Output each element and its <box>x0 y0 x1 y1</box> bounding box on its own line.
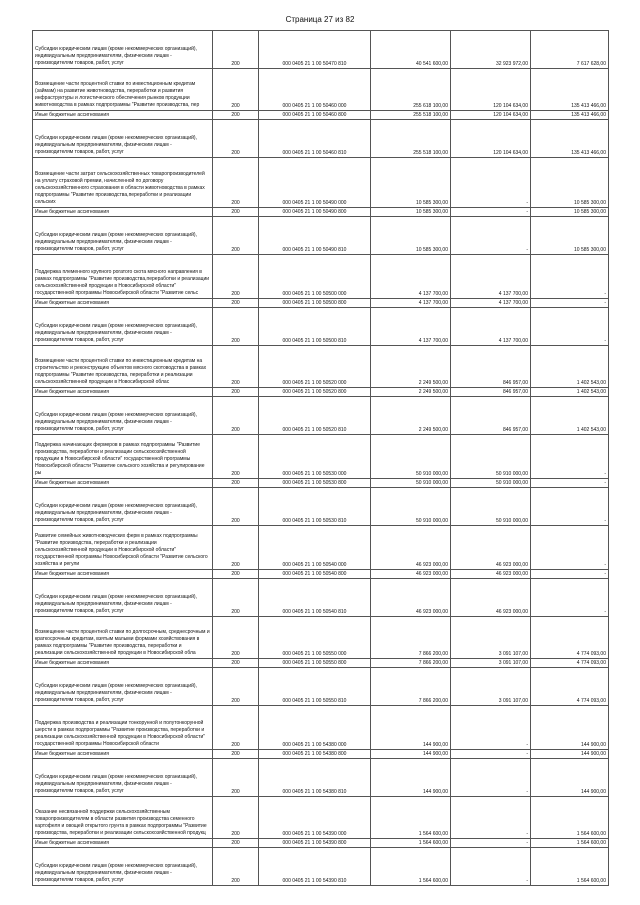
row-line-code: 200 <box>213 526 259 570</box>
row-description: Субсидии юридическим лицам (кроме некоммерческих организаций), индивидуальным предпринимателям, физическим лицам - производителям товаров, работ, услуг <box>33 488 213 526</box>
row-executed-amount: 50 910 000,00 <box>451 435 531 479</box>
row-description: Возмещение части затрат сельскохозяйственных товаропроизводителей на уплату страховой премии, начисленной по договору сельскохозяйственного страхования в области животноводства в рамках подпрограммы "Развитие производства,переработки и реализации сельских <box>33 158 213 208</box>
row-approved-amount: 255 618 100,00 <box>371 69 451 111</box>
row-classification-code: 000 0405 21 1 00 50490 800 <box>259 208 371 217</box>
row-description: Возмещение части процентной ставки по долгосрочным, среднесрочным и краткосрочным кредитам, взятым малыми формами хозяйствования в рамках подпрограммы "Развитие производства, переработки и реализации сельскохозяйственной продукции в Новосибирской обла <box>33 617 213 659</box>
row-approved-amount: 1 564 600,00 <box>371 848 451 886</box>
row-line-code: 200 <box>213 308 259 346</box>
table-row <box>33 158 609 208</box>
row-unexecuted-amount: - <box>531 255 609 299</box>
row-description: Поддержка начинающих фермеров в рамках подпрограммы "Развитие производства, переработки и реализации сельскохозяйственной продукции в Новосибирской области" государственной программы Новосибирской области "Развитие сельского хозяйства и регулирование ры <box>33 435 213 479</box>
row-description: Субсидии юридическим лицам (кроме некоммерческих организаций), индивидуальным предпринимателям, физическим лицам - производителям товаров, работ, услуг <box>33 759 213 797</box>
row-line-code: 200 <box>213 69 259 111</box>
page-number-header: Страница 27 из 82 <box>285 15 355 24</box>
row-executed-amount: 4 137 700,00 <box>451 308 531 346</box>
table-row <box>33 488 609 526</box>
row-classification-code: 000 0405 21 1 00 50520 000 <box>259 346 371 388</box>
row-approved-amount: 2 249 500,00 <box>371 397 451 435</box>
row-executed-amount: - <box>451 706 531 750</box>
row-description: Оказание несвязанной поддержки сельскохозяйственным товаропроизводителям в области развития производства семенного картофеля и овощей открытого грунта в рамках подпрограммы "Развитие производства, переработки и реализации сельскохозяйственной продукц <box>33 797 213 839</box>
row-unexecuted-amount: 1 402 543,00 <box>531 397 609 435</box>
row-classification-code: 000 0405 21 1 00 50470 810 <box>259 31 371 69</box>
row-classification-code: 000 0405 21 1 00 50530 800 <box>259 479 371 488</box>
row-executed-amount: - <box>451 217 531 255</box>
row-description: Иные бюджетные ассигнования <box>33 111 213 120</box>
budget-table-body <box>33 31 609 886</box>
row-executed-amount: - <box>451 797 531 839</box>
row-line-code: 200 <box>213 31 259 69</box>
row-classification-code: 000 0405 21 1 00 50530 810 <box>259 488 371 526</box>
row-classification-code: 000 0405 21 1 00 54380 800 <box>259 750 371 759</box>
row-approved-amount: 46 923 000,00 <box>371 570 451 579</box>
row-executed-amount: 4 137 700,00 <box>451 255 531 299</box>
table-row <box>33 797 609 839</box>
row-classification-code: 000 0405 21 1 00 54390 800 <box>259 839 371 848</box>
row-unexecuted-amount: 144 900,00 <box>531 706 609 750</box>
row-approved-amount: 144 900,00 <box>371 706 451 750</box>
row-description: Поддержка племенного крупного рогатого скота мясного направления в рамках подпрограммы "Развитие производства,переработки и реализации сельскохозяйственной продукции в Новосибирской области" государственной программы Новосибирской области "Развитие сельс <box>33 255 213 299</box>
row-line-code: 200 <box>213 848 259 886</box>
row-unexecuted-amount: - <box>531 488 609 526</box>
row-line-code: 200 <box>213 435 259 479</box>
row-classification-code: 000 0405 21 1 00 50550 810 <box>259 668 371 706</box>
table-row <box>33 255 609 299</box>
row-approved-amount: 4 137 700,00 <box>371 255 451 299</box>
row-line-code: 200 <box>213 255 259 299</box>
table-row <box>33 570 609 579</box>
table-row <box>33 208 609 217</box>
row-classification-code: 000 0405 21 1 00 50520 800 <box>259 388 371 397</box>
table-row <box>33 435 609 479</box>
row-unexecuted-amount: - <box>531 479 609 488</box>
row-approved-amount: 4 137 700,00 <box>371 299 451 308</box>
row-classification-code: 000 0405 21 1 00 50550 800 <box>259 659 371 668</box>
row-line-code: 200 <box>213 579 259 617</box>
row-line-code: 200 <box>213 346 259 388</box>
table-row <box>33 299 609 308</box>
row-unexecuted-amount: - <box>531 299 609 308</box>
row-line-code: 200 <box>213 397 259 435</box>
row-executed-amount: - <box>451 759 531 797</box>
row-unexecuted-amount: 135 413 466,00 <box>531 120 609 158</box>
row-approved-amount: 4 137 700,00 <box>371 308 451 346</box>
row-unexecuted-amount: - <box>531 526 609 570</box>
row-executed-amount: - <box>451 750 531 759</box>
row-unexecuted-amount: - <box>531 579 609 617</box>
row-description: Субсидии юридическим лицам (кроме некоммерческих организаций), индивидуальным предпринимателям, физическим лицам - производителям товаров, работ, услуг <box>33 31 213 69</box>
row-executed-amount: 846 957,00 <box>451 388 531 397</box>
row-description: Возмещение части процентной ставки по инвестиционным кредитам на строительство и реконструкцию объектов мясного скотоводства в рамках подпрограммы "Развитие производства, переработки и реализации сельскохозяйственной продукции в Новосибирской облас <box>33 346 213 388</box>
row-classification-code: 000 0405 21 1 00 54390 000 <box>259 797 371 839</box>
row-unexecuted-amount: 10 585 300,00 <box>531 217 609 255</box>
row-unexecuted-amount: - <box>531 308 609 346</box>
row-unexecuted-amount: 135 413 466,00 <box>531 69 609 111</box>
row-executed-amount: 846 957,00 <box>451 346 531 388</box>
row-approved-amount: 50 910 000,00 <box>371 488 451 526</box>
row-line-code: 200 <box>213 706 259 750</box>
row-approved-amount: 10 585 300,00 <box>371 217 451 255</box>
row-classification-code: 000 0405 21 1 00 50530 000 <box>259 435 371 479</box>
row-line-code: 200 <box>213 208 259 217</box>
row-description: Иные бюджетные ассигнования <box>33 208 213 217</box>
row-executed-amount: 46 923 000,00 <box>451 526 531 570</box>
row-unexecuted-amount: 4 774 093,00 <box>531 659 609 668</box>
row-approved-amount: 2 249 500,00 <box>371 346 451 388</box>
row-unexecuted-amount: 135 413 466,00 <box>531 111 609 120</box>
row-unexecuted-amount: 1 402 543,00 <box>531 346 609 388</box>
row-approved-amount: 7 866 200,00 <box>371 659 451 668</box>
row-executed-amount: 846 957,00 <box>451 397 531 435</box>
row-line-code: 200 <box>213 759 259 797</box>
row-approved-amount: 46 923 000,00 <box>371 579 451 617</box>
row-description: Иные бюджетные ассигнования <box>33 299 213 308</box>
row-classification-code: 000 0405 21 1 00 50500 000 <box>259 255 371 299</box>
table-row <box>33 31 609 69</box>
row-line-code: 200 <box>213 488 259 526</box>
row-classification-code: 000 0405 21 1 00 54380 810 <box>259 759 371 797</box>
row-unexecuted-amount: 144 900,00 <box>531 759 609 797</box>
row-executed-amount: - <box>451 158 531 208</box>
row-unexecuted-amount: 10 585 300,00 <box>531 158 609 208</box>
row-description: Развитие семейных животноводческих ферм в рамках подпрограммы "Развитие производства, переработки и реализации сельскохозяйственной продукции в Новосибирской области" государственной программы Новосибирской области "Развитие сельского хозяйства и регули <box>33 526 213 570</box>
table-row <box>33 120 609 158</box>
row-description: Субсидии юридическим лицам (кроме некоммерческих организаций), индивидуальным предпринимателям, физическим лицам - производителям товаров, работ, услуг <box>33 848 213 886</box>
row-approved-amount: 2 249 500,00 <box>371 388 451 397</box>
row-line-code: 200 <box>213 111 259 120</box>
row-executed-amount: 46 923 000,00 <box>451 570 531 579</box>
row-description: Субсидии юридическим лицам (кроме некоммерческих организаций), индивидуальным предпринимателям, физическим лицам - производителям товаров, работ, услуг <box>33 579 213 617</box>
table-row <box>33 526 609 570</box>
row-classification-code: 000 0405 21 1 00 54380 000 <box>259 706 371 750</box>
row-line-code: 200 <box>213 750 259 759</box>
table-row <box>33 617 609 659</box>
table-row <box>33 217 609 255</box>
row-approved-amount: 7 866 200,00 <box>371 617 451 659</box>
row-description: Иные бюджетные ассигнования <box>33 479 213 488</box>
row-classification-code: 000 0405 21 1 00 50540 800 <box>259 570 371 579</box>
row-description: Поддержка производства и реализации тонкорунной и полутонкорунной шерсти в рамках подпрограммы "Развитие производства, переработки и реализации сельскохозяйственной продукции в Новосибирской области" государственной программы Новосибирской области <box>33 706 213 750</box>
row-approved-amount: 46 923 000,00 <box>371 526 451 570</box>
table-row <box>33 759 609 797</box>
row-unexecuted-amount: 1 564 600,00 <box>531 848 609 886</box>
row-executed-amount: 50 910 000,00 <box>451 479 531 488</box>
row-description: Субсидии юридическим лицам (кроме некоммерческих организаций), индивидуальным предпринимателям, физическим лицам - производителям товаров, работ, услуг <box>33 120 213 158</box>
row-classification-code: 000 0405 21 1 00 50540 810 <box>259 579 371 617</box>
row-approved-amount: 1 564 600,00 <box>371 797 451 839</box>
row-executed-amount: 32 923 972,00 <box>451 31 531 69</box>
row-line-code: 200 <box>213 797 259 839</box>
row-approved-amount: 1 564 600,00 <box>371 839 451 848</box>
row-description: Субсидии юридическим лицам (кроме некоммерческих организаций), индивидуальным предпринимателям, физическим лицам - производителям товаров, работ, услуг <box>33 668 213 706</box>
row-unexecuted-amount: - <box>531 570 609 579</box>
row-unexecuted-amount: 4 774 093,00 <box>531 617 609 659</box>
row-classification-code: 000 0405 21 1 00 50520 810 <box>259 397 371 435</box>
table-row <box>33 479 609 488</box>
row-executed-amount: - <box>451 208 531 217</box>
row-unexecuted-amount: 1 564 600,00 <box>531 797 609 839</box>
row-executed-amount: 120 104 634,00 <box>451 69 531 111</box>
row-description: Иные бюджетные ассигнования <box>33 839 213 848</box>
row-description: Иные бюджетные ассигнования <box>33 750 213 759</box>
row-line-code: 200 <box>213 120 259 158</box>
row-executed-amount: 3 091 107,00 <box>451 659 531 668</box>
row-executed-amount: 4 137 700,00 <box>451 299 531 308</box>
table-row <box>33 111 609 120</box>
row-unexecuted-amount: 144 900,00 <box>531 750 609 759</box>
budget-table <box>32 30 609 886</box>
table-row <box>33 346 609 388</box>
row-line-code: 200 <box>213 668 259 706</box>
row-approved-amount: 50 910 000,00 <box>371 479 451 488</box>
row-approved-amount: 40 541 600,00 <box>371 31 451 69</box>
row-approved-amount: 255 518 100,00 <box>371 111 451 120</box>
table-row <box>33 69 609 111</box>
row-description: Иные бюджетные ассигнования <box>33 388 213 397</box>
row-line-code: 200 <box>213 570 259 579</box>
row-executed-amount: 46 923 000,00 <box>451 579 531 617</box>
row-executed-amount: 3 091 107,00 <box>451 617 531 659</box>
row-classification-code: 000 0405 21 1 00 50460 800 <box>259 111 371 120</box>
row-description: Иные бюджетные ассигнования <box>33 570 213 579</box>
row-approved-amount: 255 518 100,00 <box>371 120 451 158</box>
row-description: Возмещение части процентной ставки по инвестиционным кредитам (займам) на развитие животноводства, переработки и развития инфраструктуры и логистического обеспечения рынков продукции животноводства в рамках подпрограммы "Развитие производства, пер <box>33 69 213 111</box>
row-classification-code: 000 0405 21 1 00 50500 810 <box>259 308 371 346</box>
row-line-code: 200 <box>213 659 259 668</box>
row-approved-amount: 7 866 200,00 <box>371 668 451 706</box>
table-row <box>33 839 609 848</box>
table-row <box>33 388 609 397</box>
row-line-code: 200 <box>213 479 259 488</box>
row-description: Субсидии юридическим лицам (кроме некоммерческих организаций), индивидуальным предпринимателям, физическим лицам - производителям товаров, работ, услуг <box>33 217 213 255</box>
row-approved-amount: 10 585 300,00 <box>371 158 451 208</box>
table-row <box>33 659 609 668</box>
row-classification-code: 000 0405 21 1 00 50490 000 <box>259 158 371 208</box>
row-executed-amount: - <box>451 848 531 886</box>
row-approved-amount: 144 900,00 <box>371 759 451 797</box>
row-executed-amount: 50 910 000,00 <box>451 488 531 526</box>
row-line-code: 200 <box>213 388 259 397</box>
row-line-code: 200 <box>213 839 259 848</box>
table-row <box>33 668 609 706</box>
row-unexecuted-amount: 4 774 093,00 <box>531 668 609 706</box>
row-classification-code: 000 0405 21 1 00 50490 810 <box>259 217 371 255</box>
row-classification-code: 000 0405 21 1 00 50460 810 <box>259 120 371 158</box>
row-unexecuted-amount: 1 564 600,00 <box>531 839 609 848</box>
row-unexecuted-amount: 1 402 543,00 <box>531 388 609 397</box>
row-approved-amount: 10 585 300,00 <box>371 208 451 217</box>
table-row <box>33 750 609 759</box>
row-unexecuted-amount: - <box>531 435 609 479</box>
row-executed-amount: - <box>451 839 531 848</box>
row-unexecuted-amount: 10 585 300,00 <box>531 208 609 217</box>
row-approved-amount: 144 900,00 <box>371 750 451 759</box>
table-row <box>33 397 609 435</box>
table-row <box>33 706 609 750</box>
row-description: Субсидии юридическим лицам (кроме некоммерческих организаций), индивидуальным предпринимателям, физическим лицам - производителям товаров, работ, услуг <box>33 397 213 435</box>
row-classification-code: 000 0405 21 1 00 50550 000 <box>259 617 371 659</box>
row-unexecuted-amount: 7 617 628,00 <box>531 31 609 69</box>
row-executed-amount: 120 104 634,00 <box>451 111 531 120</box>
row-approved-amount: 50 910 000,00 <box>371 435 451 479</box>
row-classification-code: 000 0405 21 1 00 54390 810 <box>259 848 371 886</box>
row-classification-code: 000 0405 21 1 00 50500 800 <box>259 299 371 308</box>
row-line-code: 200 <box>213 617 259 659</box>
table-row <box>33 308 609 346</box>
row-executed-amount: 3 091 107,00 <box>451 668 531 706</box>
table-row <box>33 848 609 886</box>
row-line-code: 200 <box>213 217 259 255</box>
row-line-code: 200 <box>213 158 259 208</box>
row-line-code: 200 <box>213 299 259 308</box>
table-row <box>33 579 609 617</box>
row-description: Субсидии юридическим лицам (кроме некоммерческих организаций), индивидуальным предпринимателям, физическим лицам - производителям товаров, работ, услуг <box>33 308 213 346</box>
row-description: Иные бюджетные ассигнования <box>33 659 213 668</box>
row-classification-code: 000 0405 21 1 00 50460 000 <box>259 69 371 111</box>
row-classification-code: 000 0405 21 1 00 50540 000 <box>259 526 371 570</box>
row-executed-amount: 120 104 634,00 <box>451 120 531 158</box>
